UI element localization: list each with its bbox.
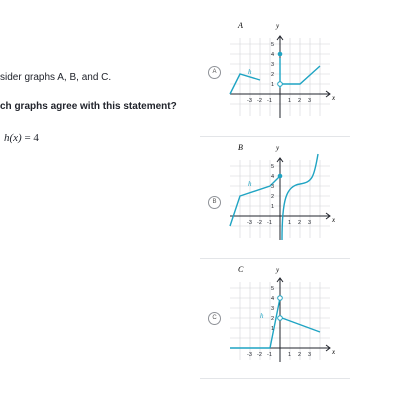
equation-lhs: h(x) bbox=[4, 132, 22, 144]
choice-a[interactable] bbox=[200, 18, 350, 138]
svg-text:1: 1 bbox=[288, 220, 292, 226]
svg-text:3: 3 bbox=[271, 306, 275, 312]
svg-text:5: 5 bbox=[271, 42, 275, 48]
svg-text:1: 1 bbox=[271, 82, 275, 88]
graph-c-letter: C bbox=[238, 265, 244, 274]
divider bbox=[200, 258, 350, 259]
choice-c[interactable] bbox=[200, 262, 350, 382]
svg-text:2: 2 bbox=[271, 72, 275, 78]
graph-a-y-label: y bbox=[276, 22, 280, 30]
svg-text:-2: -2 bbox=[257, 352, 262, 358]
svg-text:-2: -2 bbox=[257, 98, 262, 104]
svg-text:1: 1 bbox=[288, 352, 292, 358]
equation bbox=[4, 132, 39, 144]
graph-c-y-label: y bbox=[276, 266, 280, 274]
svg-text:-3: -3 bbox=[247, 98, 252, 104]
svg-text:3: 3 bbox=[271, 184, 275, 190]
svg-text:5: 5 bbox=[271, 286, 275, 292]
graph-a-letter: A bbox=[238, 21, 243, 30]
svg-text:2: 2 bbox=[298, 220, 302, 226]
graph-c-func: h bbox=[260, 312, 264, 320]
graph-c bbox=[226, 262, 340, 380]
svg-text:3: 3 bbox=[271, 62, 275, 68]
prompt-text: sider graphs A, B, and C. bbox=[0, 72, 112, 83]
svg-text:-1: -1 bbox=[267, 352, 272, 358]
graph-c-x-label: x bbox=[332, 348, 336, 356]
svg-text:1: 1 bbox=[271, 204, 275, 210]
svg-text:1: 1 bbox=[288, 98, 292, 104]
radio-b[interactable]: B bbox=[208, 196, 221, 209]
radio-c[interactable]: C bbox=[208, 312, 221, 325]
divider bbox=[200, 136, 350, 137]
svg-text:-3: -3 bbox=[247, 220, 252, 226]
svg-text:2: 2 bbox=[298, 352, 302, 358]
choice-b[interactable] bbox=[200, 140, 350, 260]
svg-text:4: 4 bbox=[271, 174, 275, 180]
graph-b-x-label: x bbox=[332, 216, 336, 224]
graph-b bbox=[226, 140, 340, 258]
svg-text:4: 4 bbox=[271, 52, 275, 58]
graph-a bbox=[226, 18, 340, 136]
svg-text:2: 2 bbox=[271, 194, 275, 200]
svg-text:-2: -2 bbox=[257, 220, 262, 226]
svg-text:3: 3 bbox=[308, 220, 312, 226]
svg-text:3: 3 bbox=[308, 352, 312, 358]
svg-text:2: 2 bbox=[271, 316, 275, 322]
svg-text:-3: -3 bbox=[247, 352, 252, 358]
equation-rhs: = 4 bbox=[21, 132, 39, 144]
svg-text:-1: -1 bbox=[267, 220, 272, 226]
radio-a[interactable]: A bbox=[208, 66, 221, 79]
svg-text:2: 2 bbox=[298, 98, 302, 104]
question-text: ch graphs agree with this statement? bbox=[0, 101, 177, 112]
graph-b-func: h bbox=[248, 180, 252, 188]
svg-text:4: 4 bbox=[271, 296, 275, 302]
svg-text:5: 5 bbox=[271, 164, 275, 170]
graph-a-func: h bbox=[248, 68, 252, 76]
graph-a-x-label: x bbox=[332, 94, 336, 102]
graph-b-y-label: y bbox=[276, 144, 280, 152]
svg-text:3: 3 bbox=[308, 98, 312, 104]
svg-text:-1: -1 bbox=[267, 98, 272, 104]
divider bbox=[200, 378, 350, 379]
svg-text:1: 1 bbox=[271, 326, 275, 332]
graph-b-letter: B bbox=[238, 143, 243, 152]
